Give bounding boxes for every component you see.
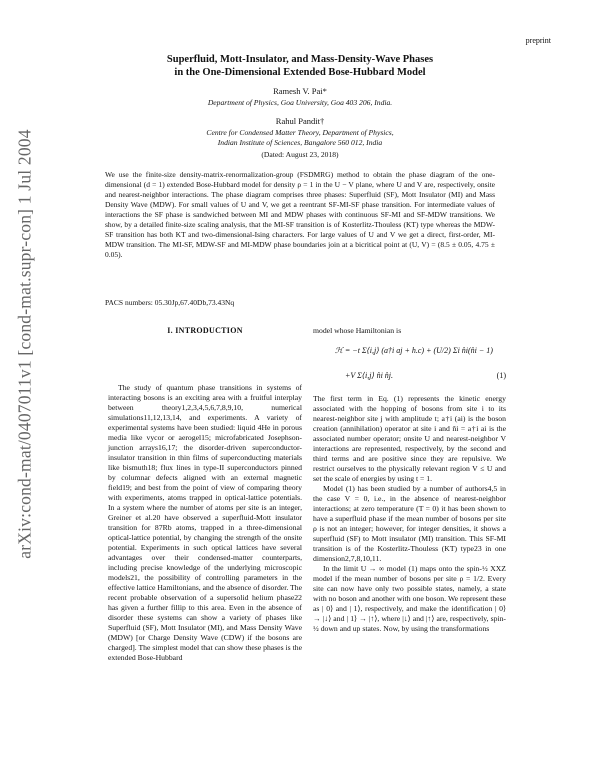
model-history-paragraph: Model (1) has been studied by a number of authors4,5 in the case V = 0, i.e., in the absence of nearest-neighbor interactions; at zero temperature (T = 0) it has been shown to have a superfluid phase if the mean number of bosons per site ρ is not an integer; however, for integer densities, it shows a superfluid (SF) to Mott insulator (MI) transition. This SF-MI transition is of the Kosterlitz-Thouless (KT) type23 in one dimension2,7,8,10,11. [313, 484, 506, 563]
abstract: We use the finite-size density-matrix-renormalization-group (FSDMRG) method to obtain the phase diagram of the one-dimensional (d = 1) extended Bose-Hubbard model for density ρ = 1 in the U − V plane, where U and V are, respectively, onsite and nearest-neighbor interactions. The phase diagram comprises three phases: Superfluid (SF), Mott Insulator (MI) and Mass Density Wave (MDW). For small values of U and V, we get a reentrant SF-MI-SF phase transition. For intermediate values of interactions the SF phase is sandwiched between MI and MDW phases with continuous SF-MI and SF-MDW transitions. We show, by a detailed finite-size scaling analysis, that the MI-SF transition is of Kosterlitz-Thouless (KT) type whereas the MDW-SF transition has both KT and two-dimensional-Ising characters. For large values of U and V we get a direct, first-order, MI-MDW transition. The MI-SF, MDW-SF and MI-MDW phase boundaries join at a bicritical point at (U, V) = (8.5 ± 0.05, 4.75 ± 0.05). [105, 170, 495, 259]
right-column [313, 326, 506, 634]
pacs-numbers: PACS numbers: 05.30Jp,67.40Db,73.43Nq [105, 298, 235, 307]
date-line: (Dated: August 23, 2018) [261, 150, 339, 159]
section-heading: I. INTRODUCTION [167, 326, 243, 335]
intro-paragraph: The study of quantum phase transitions in systems of interacting bosons is an exciting area with a fruitful interplay between theory1,2,3,4,5,6,7,8,9,10, numerical simulations11,12,13,14, and experiments. A variety of experimental systems have been studied: liquid 4He in porous media like vycor or aerogel15; microfabricated Josephson-junction arrays16,17; the disorder-driven superconductor-insulator transition in thin films of superconducting materials like bismuth18; flux lines in type-II superconductors pinned by columnar defects aligned with an external magnetic field19; and best from the point of view of comparing theory with experiments, atoms trapped in optical-lattice potentials. In a system where the number of atoms per site is an integer, Greiner et al.20 have observed a superfluid-Mott insulator transition for 87Rb atoms, trapped in a three-dimensional optical-lattice potential, by changing the strength of the onsite potential. Experiments in such optical lattices have several advantages over their condensed-matter counterparts, including precise knowledge of the underlying microscopic models21, the possibility of controlling parameters in the effective lattice Hamiltonians, and the absence of disorder. The recent probable observation of a supersolid helium phase22 has given a further fillip to this area. Even in the absence of disorder these systems can show a variety of phases like Superfluid (SF), Mott Insulator (MI), and Mass Density Wave (MDW) [or Charge Density Wave (CDW) if the bosons are charged]. The simplest model that can show these phases is the extended Bose-Hubbard [108, 383, 302, 662]
author-1: Ramesh V. Pai* [273, 86, 327, 96]
left-column [108, 383, 302, 663]
arxiv-stamp-text: arXiv:cond-mat/0407011v1 [cond-mat.supr-con] 1 Jul 2004 [14, 128, 35, 559]
affiliation-1: Department of Physics, Goa University, Goa 403 206, India. [207, 98, 393, 107]
equation-line-1: ℋ = −t Σ⟨i,j⟩ (a†i aj + h.c) + (U/2) Σi n̂i(n̂i − 1) [335, 346, 493, 355]
title-line-2: in the One-Dimensional Extended Bose-Hubbard Model [174, 67, 426, 78]
kinetic-term-paragraph: The first term in Eq. (1) represents the kinetic energy associated with the hopping of bosons from site i to its nearest-neighbor site j with amplitude t; a†i (ai) is the boson creation (annihilation) operator at site i and n̂i = a†i ai is the associated number operator; onsite U and nearest-neighbor V interactions are represented, respectively, by the second and third terms and are positive since they are repulsive. We restrict ourselves to the physically relevant region V ≤ U and set the scale of energies by using t = 1. [313, 394, 506, 483]
preprint-label: preprint [525, 36, 551, 45]
hamiltonian-equation [313, 338, 506, 390]
arxiv-stamp [10, 96, 40, 591]
author-2: Rahul Pandit† [275, 116, 325, 126]
affiliation-2 [60, 128, 540, 148]
equation-line-2: +V Σ⟨i,j⟩ n̂i n̂j. [345, 371, 394, 380]
affiliation-2-line-1: Centre for Condensed Matter Theory, Department of Physics, [206, 128, 394, 137]
equation-number: (1) [496, 371, 506, 380]
title-line-1: Superfluid, Mott-Insulator, and Mass-Density-Wave Phases [166, 54, 434, 65]
paper-title [60, 53, 540, 79]
affiliation-2-line-2: Indian Institute of Sciences, Bangalore 560 012, India [217, 138, 383, 147]
xxz-mapping-paragraph: In the limit U → ∞ model (1) maps onto the spin-½ XXZ model if the mean number of bosons per site ρ = 1/2. Every site can now have only two possible states, namely, a state with no boson and another with one boson. We represent these as | 0⟩ and | 1⟩, respectively, and make the identification | 0⟩ → |↓⟩ and | 1⟩ → |↑⟩, where |↓⟩ and |↑⟩ are, respectively, spin-½ down and up states. Now, by using the transformations [313, 564, 506, 633]
hamiltonian-intro: model whose Hamiltonian is [313, 326, 402, 335]
